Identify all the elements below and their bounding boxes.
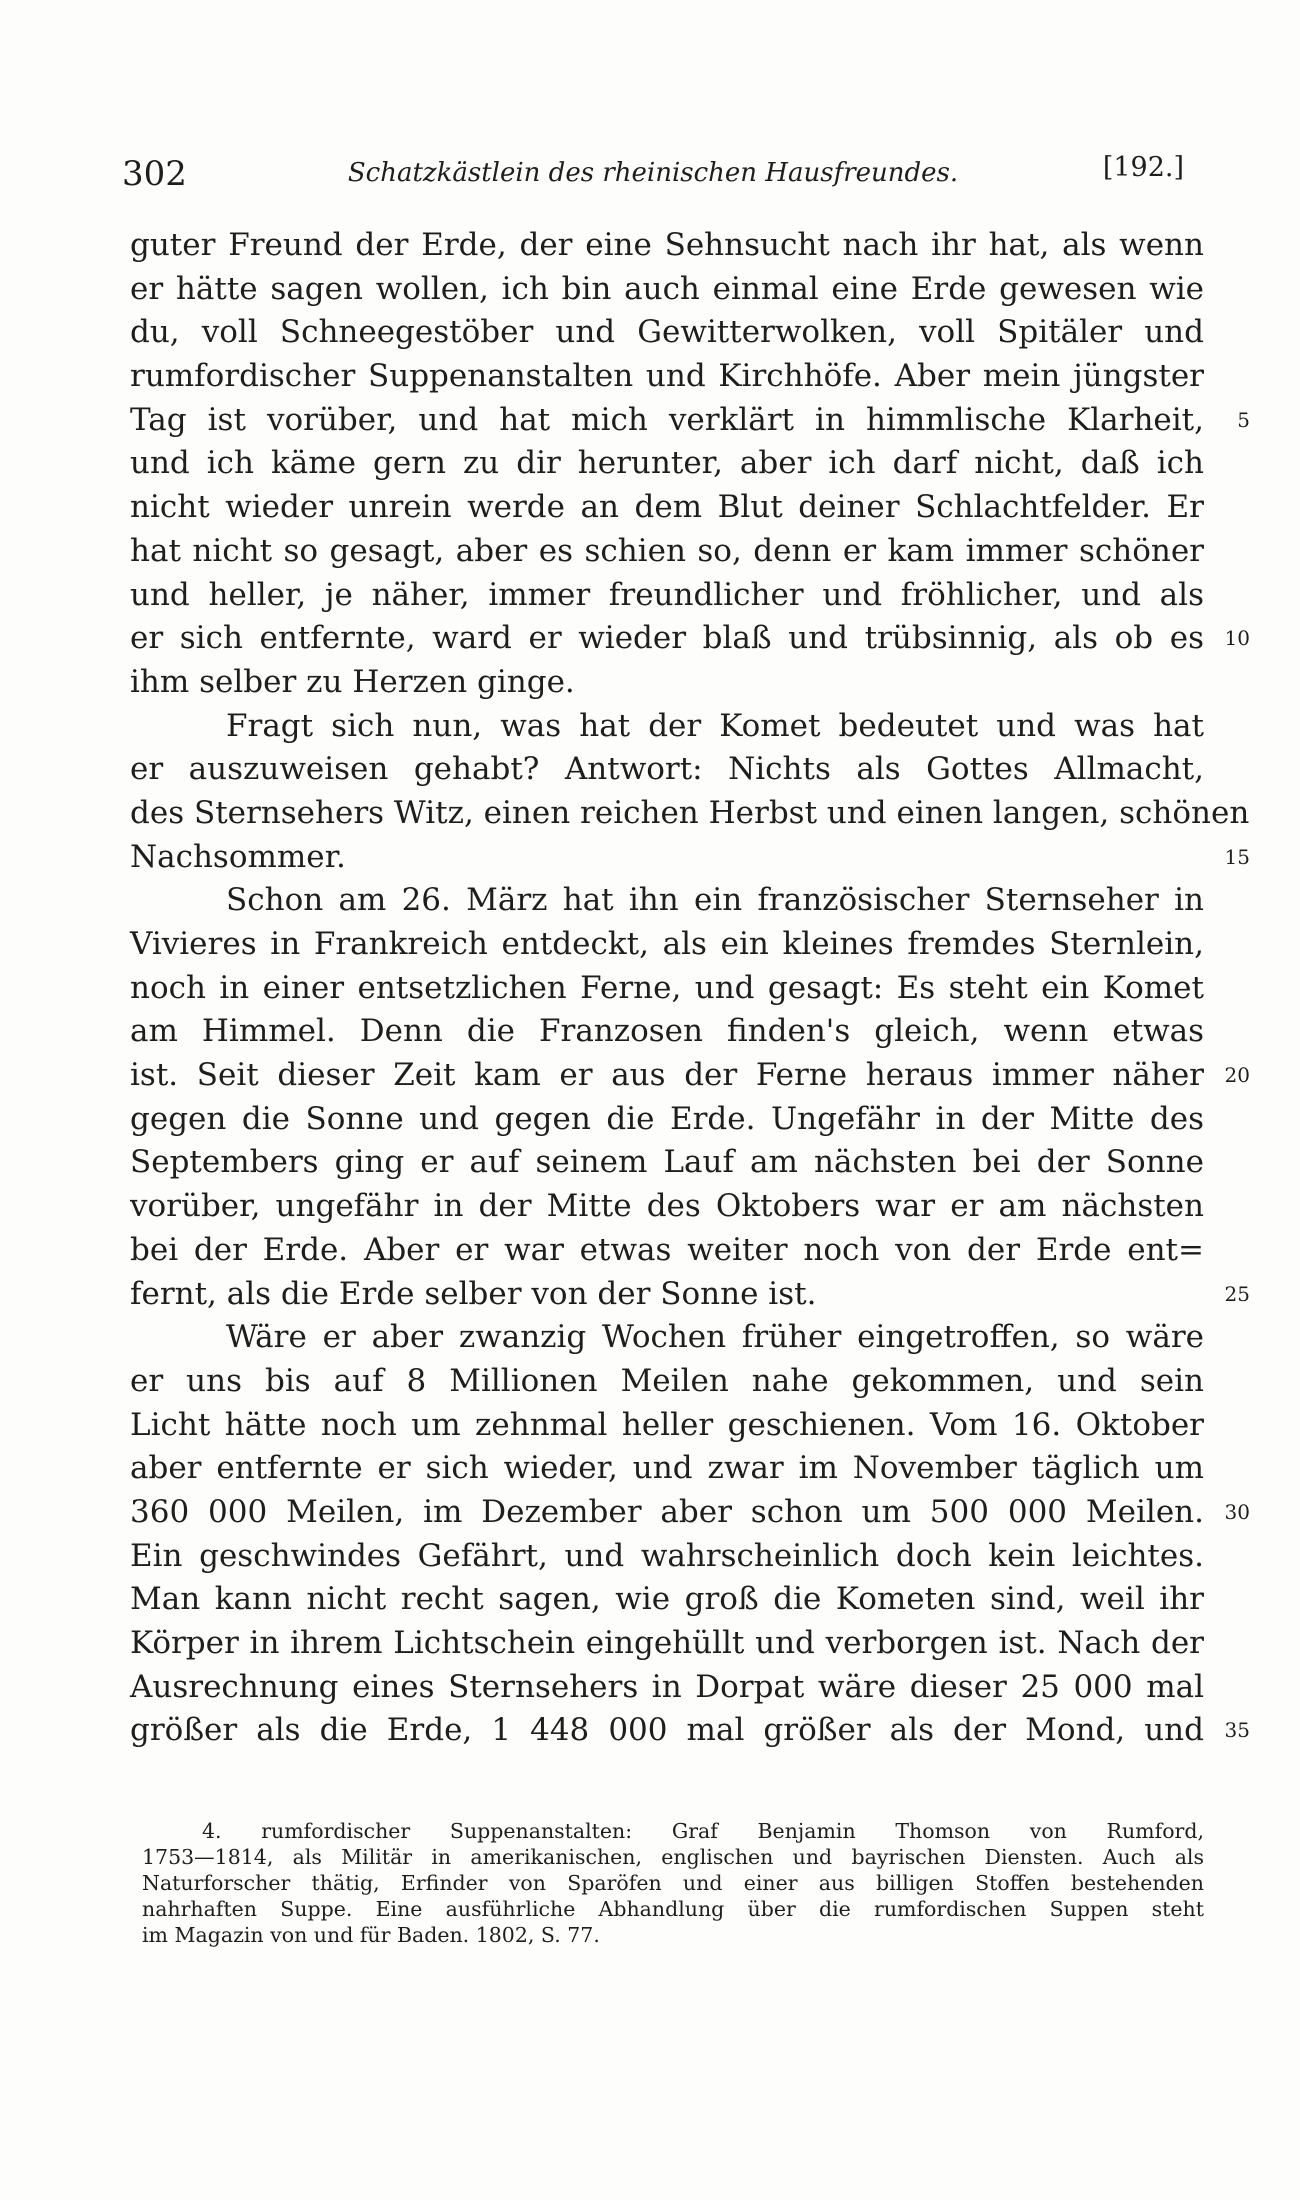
- text-line-content: er hätte sagen wollen, ich bin auch einmal eine Erde gewesen wie: [130, 270, 1204, 307]
- text-line-content: gegen die Sonne und gegen die Erde. Ungefähr in der Mitte des: [130, 1100, 1204, 1137]
- text-line-content: er sich entfernte, ward er wieder blaß und trübsinnig, als ob es: [130, 620, 1204, 657]
- text-line-content: Nachsommer.: [130, 838, 346, 875]
- text-line-content: rumfordischer Suppenanstalten und Kirchhöfe. Aber mein jüngster: [130, 358, 1204, 395]
- line-number: 35: [1224, 1718, 1250, 1743]
- text-line-content: bei der Erde. Aber er war etwas weiter noch von der Erde ent=: [130, 1231, 1204, 1268]
- text-line: [130, 792, 1250, 836]
- text-line: [130, 1185, 1204, 1229]
- text-line: [130, 1360, 1204, 1404]
- text-line: [130, 967, 1204, 1011]
- text-line-content: guter Freund der Erde, der eine Sehnsucht nach ihr hat, als wenn: [130, 227, 1204, 263]
- text-line-content: ist. Seit dieser Zeit kam er aus der Ferne heraus immer näher: [130, 1057, 1204, 1094]
- text-line: [130, 1316, 1204, 1360]
- text-line: [130, 268, 1204, 312]
- text-line-content: größer als die Erde, 1 448 000 mal größer als der Mond, und: [130, 1712, 1204, 1749]
- text-line-content: Ein geschwindes Gefährt, und wahrscheinlich doch kein leichtes.: [130, 1537, 1204, 1574]
- line-number: 15: [1224, 844, 1250, 869]
- text-line: [130, 1622, 1204, 1666]
- text-line: [130, 442, 1204, 486]
- text-line-content: des Sternsehers Witz, einen reichen Herbst und einen langen, schönen: [130, 794, 1250, 831]
- footnote: [142, 1818, 1204, 1948]
- text-line: [130, 705, 1204, 749]
- text-line: [130, 1491, 1250, 1535]
- text-line-content: aber entfernte er sich wieder, und zwar im November täglich um: [130, 1450, 1204, 1487]
- text-line: [130, 1709, 1250, 1753]
- footnote-line: Naturforscher thätig, Erfinder von Sparöfen und einer aus billigen Stoffen bestehenden: [142, 1871, 1204, 1895]
- text-line: [130, 311, 1204, 355]
- text-line: [130, 1229, 1204, 1273]
- text-line-content: er uns bis auf 8 Millionen Meilen nahe gekommen, und sein: [130, 1362, 1204, 1399]
- page-number: 302: [122, 154, 187, 194]
- text-line-content: Schon am 26. März hat ihn ein französischer Sternseher in: [226, 882, 1204, 919]
- page-reference: [192.]: [1102, 152, 1184, 183]
- text-line: [130, 617, 1250, 661]
- main-text: [130, 224, 1250, 1753]
- text-line: [130, 1098, 1204, 1142]
- text-line-content: Fragt sich nun, was hat der Komet bedeutet und was hat: [226, 707, 1204, 744]
- text-line: [130, 399, 1250, 443]
- text-line: [130, 1141, 1204, 1185]
- text-line: [130, 224, 1204, 268]
- text-line: [130, 1578, 1204, 1622]
- line-number: 25: [1224, 1281, 1250, 1306]
- text-line-content: Man kann nicht recht sagen, wie groß die Kometen sind, weil ihr: [130, 1581, 1204, 1618]
- footnote-line: im Magazin von und für Baden. 1802, S. 77.: [142, 1923, 600, 1947]
- text-line: [130, 879, 1204, 923]
- page-header: [122, 148, 1184, 198]
- footnote-line: nahrhaften Suppe. Eine ausführliche Abhandlung über die rumfordischen Suppen steht: [142, 1897, 1204, 1921]
- text-line: [130, 836, 1250, 880]
- footnote-line: 4. rumfordischer Suppenanstalten: Graf Benjamin Thomson von Rumford,: [202, 1819, 1204, 1843]
- text-line-content: Körper in ihrem Lichtschein eingehüllt und verborgen ist. Nach der: [130, 1625, 1204, 1661]
- footnote-line: 1753—1814, als Militär in amerikanischen, englischen und bayrischen Diensten. Auch als: [142, 1845, 1204, 1869]
- text-line: [130, 1054, 1250, 1098]
- text-line-content: noch in einer entsetzlichen Ferne, und gesagt: Es steht ein Komet: [130, 969, 1204, 1006]
- text-line-content: fernt, als die Erde selber von der Sonne ist.: [130, 1275, 817, 1312]
- text-line-content: Septembers ging er auf seinem Lauf am nächsten bei der Sonne: [130, 1144, 1204, 1181]
- text-line: [130, 1010, 1204, 1054]
- text-line-content: 360 000 Meilen, im Dezember aber schon um 500 000 Meilen.: [130, 1493, 1204, 1530]
- running-title: Schatzkästlein des rheinischen Hausfreundes.: [347, 158, 959, 188]
- text-line: [130, 530, 1204, 574]
- text-line: [130, 486, 1204, 530]
- text-line: [130, 748, 1204, 792]
- text-line-content: nicht wieder unrein werde an dem Blut deiner Schlachtfelder. Er: [130, 489, 1204, 526]
- text-line-content: Ausrechnung eines Sternsehers in Dorpat wäre dieser 25 000 mal: [130, 1668, 1204, 1705]
- text-line-content: du, voll Schneegestöber und Gewitterwolken, voll Spitäler und: [130, 314, 1204, 351]
- text-line-content: und heller, je näher, immer freundlicher und fröhlicher, und als: [130, 576, 1204, 613]
- line-number: 30: [1224, 1499, 1250, 1524]
- text-line: [130, 1404, 1204, 1448]
- line-number: 10: [1224, 626, 1250, 651]
- text-line-content: hat nicht so gesagt, aber es schien so, denn er kam immer schöner: [130, 532, 1204, 569]
- text-line-content: Wäre er aber zwanzig Wochen früher eingetroffen, so wäre: [226, 1319, 1204, 1356]
- text-line-content: Tag ist vorüber, und hat mich verklärt in himmlische Klarheit,: [130, 401, 1204, 438]
- text-line: [130, 1666, 1204, 1710]
- text-line-content: am Himmel. Denn die Franzosen finden's gleich, wenn etwas: [130, 1013, 1204, 1050]
- text-line: [130, 923, 1204, 967]
- text-line-content: Vivieres in Frankreich entdeckt, als ein kleines fremdes Sternlein,: [130, 926, 1204, 962]
- text-line: [130, 355, 1204, 399]
- line-number: 20: [1224, 1063, 1250, 1088]
- text-line: [130, 574, 1204, 618]
- text-line-content: vorüber, ungefähr in der Mitte des Oktobers war er am nächsten: [130, 1188, 1204, 1225]
- line-number: 5: [1237, 407, 1250, 432]
- text-line-content: ihm selber zu Herzen ginge.: [130, 663, 575, 700]
- text-line: [130, 1273, 1250, 1317]
- text-line: [130, 1535, 1204, 1579]
- text-line-content: Licht hätte noch um zehnmal heller geschienen. Vom 16. Oktober: [130, 1406, 1204, 1443]
- text-line: [130, 661, 1204, 705]
- text-line-content: und ich käme gern zu dir herunter, aber ich darf nicht, daß ich: [130, 445, 1204, 482]
- text-line: [130, 1447, 1204, 1491]
- text-line-content: er auszuweisen gehabt? Antwort: Nichts als Gottes Allmacht,: [130, 751, 1204, 788]
